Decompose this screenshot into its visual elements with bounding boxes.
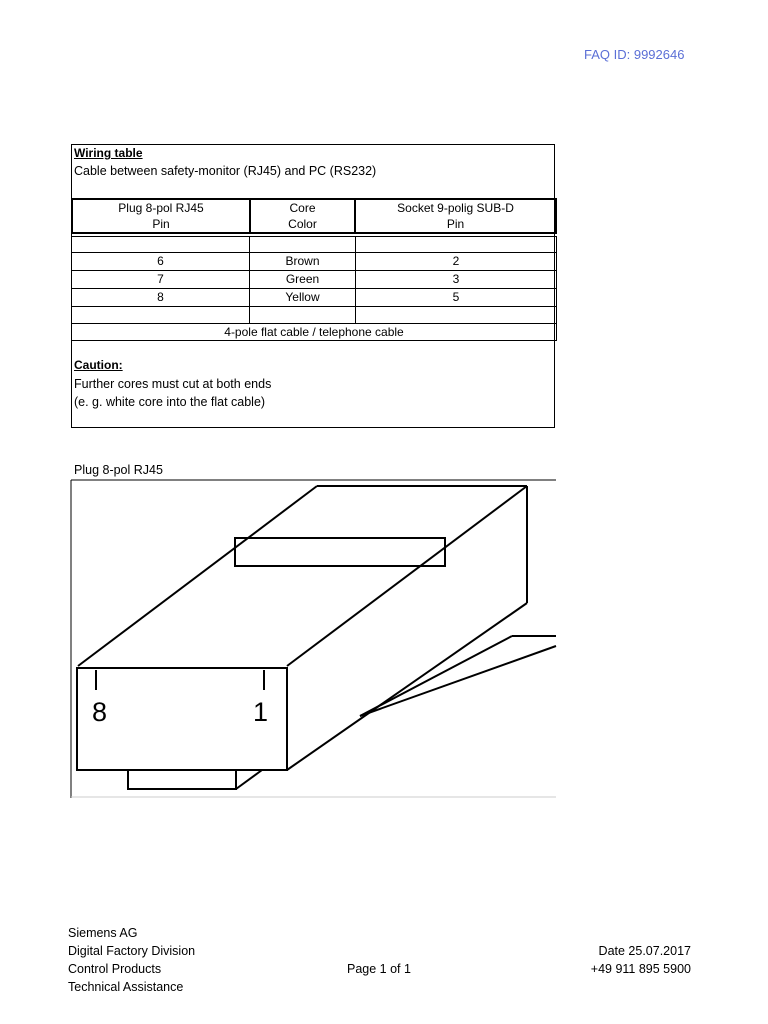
footer-page: Page 1 of 1 (347, 962, 411, 976)
wiring-table-subtitle: Cable between safety-monitor (RJ45) and PC (RS232) (74, 164, 377, 178)
faq-id: FAQ ID: 9992646 (584, 47, 685, 62)
footer-contact-block (591, 942, 691, 978)
wiring-table-title: Wiring table (74, 146, 143, 160)
footer-date: Date 25.07.2017 (598, 944, 691, 958)
footer-dept: Control Products (68, 962, 162, 976)
table-cell-core-color: Yellow (249, 288, 356, 307)
caution-label: Caution: (74, 358, 123, 372)
header-plug-line1: Plug 8-pol RJ45 (118, 201, 204, 215)
pin-label-8: 8 (92, 697, 108, 727)
header-core-line1: Core (289, 201, 316, 215)
table-cell-plug-pin: 8 (71, 288, 250, 307)
footer-support: Technical Assistance (68, 980, 184, 994)
figure-caption: Plug 8-pol RJ45 (74, 463, 163, 477)
table-cell-core-color: Green (249, 270, 356, 289)
footer-division: Digital Factory Division (68, 944, 196, 958)
header-plug-line2: Pin (152, 217, 170, 231)
header-socket-line1: Socket 9-polig SUB-D (397, 201, 514, 215)
header-socket-line2: Pin (446, 217, 465, 231)
footer-company-block (68, 924, 195, 996)
table-cell-plug-pin: 7 (71, 270, 250, 289)
footer-phone: +49 911 895 5900 (590, 962, 691, 976)
caution-line-2: (e. g. white core into the flat cable) (74, 395, 266, 409)
table-cell-socket-pin: 5 (355, 288, 557, 307)
table-cell-socket-pin: 2 (355, 252, 557, 271)
cable-note: 4-pole flat cable / telephone cable (71, 323, 557, 341)
table-cell-plug-pin: 6 (71, 252, 250, 271)
caution-line-1: Further cores must cut at both ends (74, 377, 272, 391)
pin-label-1: 1 (253, 697, 269, 727)
table-cell-core-color: Brown (249, 252, 356, 271)
table-cell-socket-pin: 3 (355, 270, 557, 289)
footer-company: Siemens AG (68, 926, 138, 940)
header-core-line2: Color (288, 217, 317, 231)
